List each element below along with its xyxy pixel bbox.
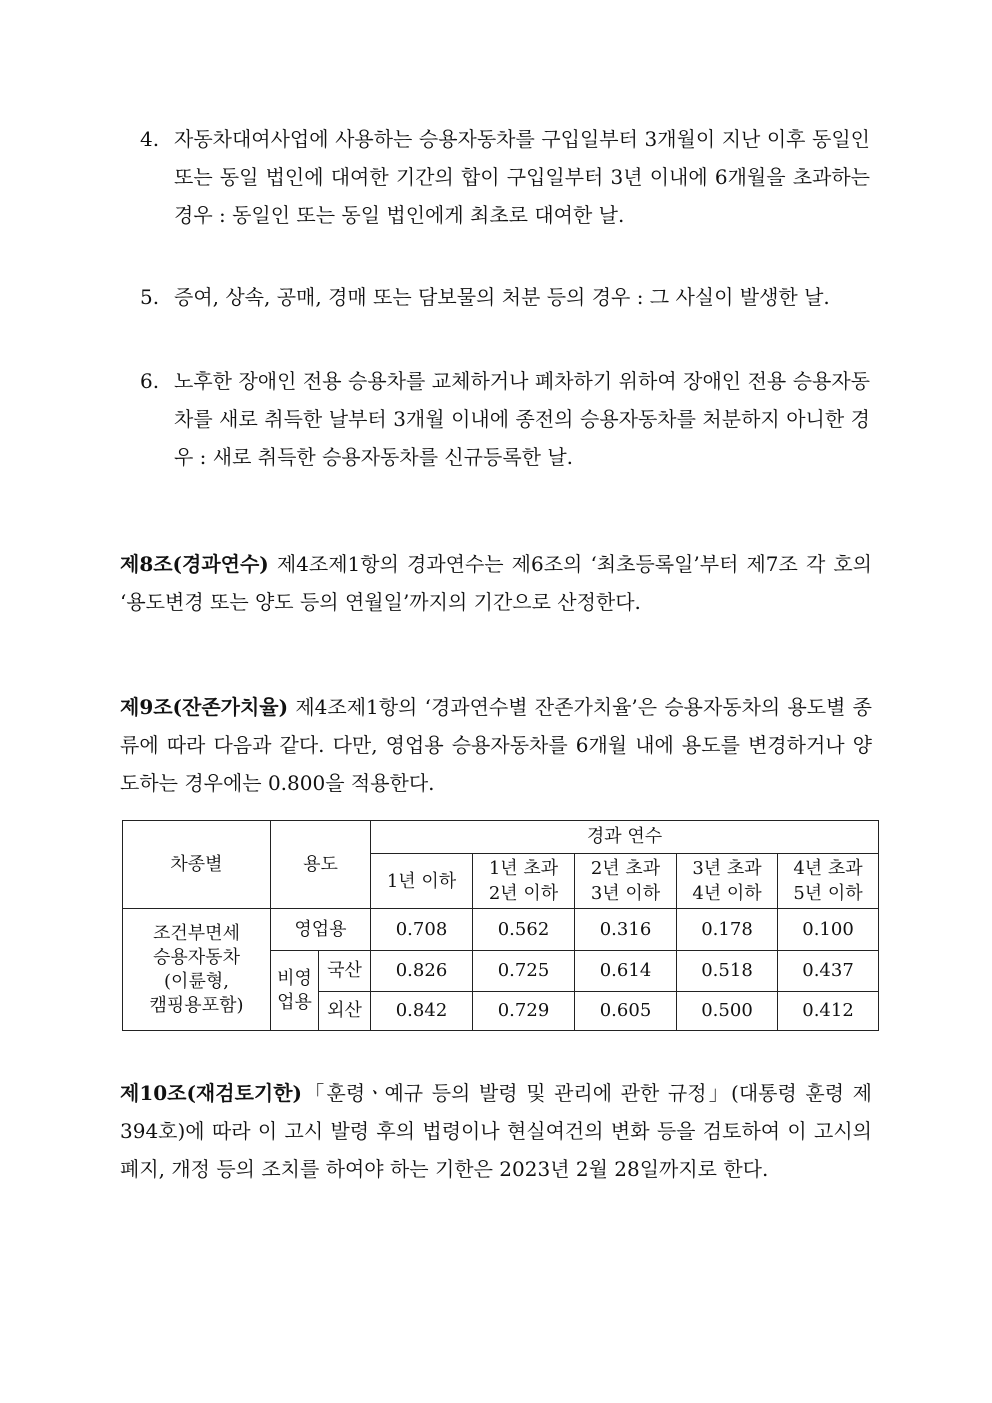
article-9 (120, 688, 872, 802)
list-item-4 (140, 120, 870, 234)
header-period: 1년 이하 (371, 854, 473, 909)
use-business: 영업용 (271, 909, 371, 951)
article-text: 제4조제1항의 경과연수는 제6조의 ‘최초등록일’부터 제7조 각 호의 ‘용도변경 또는 양도 등의 연월일’까지의 기간으로 산정한다. (120, 552, 872, 614)
residual-value-table (122, 820, 879, 1031)
article-text: 「훈령ㆍ예규 등의 발령 및 관리에 관한 규정」(대통령 훈령 제394호)에 따라 이 고시 발령 후의 법령이나 현실여건의 변화 등을 검토하여 이 고시의 폐지, 개정 등의 조치를 하여야 하는 기한은 2023년 2월 28일까지로 한다. (120, 1081, 872, 1181)
article-10 (120, 1074, 872, 1188)
value-cell: 0.412 (778, 992, 879, 1031)
value-cell: 0.562 (473, 909, 575, 951)
value-cell: 0.518 (677, 951, 778, 992)
item-number: 6. (140, 369, 160, 393)
header-period: 2년 초과 3년 이하 (575, 854, 677, 909)
item-number: 4. (140, 127, 160, 151)
value-cell: 0.605 (575, 992, 677, 1031)
article-heading: 제10조(재검토기한) (120, 1081, 302, 1105)
origin-foreign: 외산 (319, 992, 371, 1031)
value-cell: 0.842 (371, 992, 473, 1031)
origin-domestic: 국산 (319, 951, 371, 992)
header-elapsed-years: 경과 연수 (371, 821, 879, 854)
value-cell: 0.100 (778, 909, 879, 951)
header-period: 4년 초과 5년 이하 (778, 854, 879, 909)
article-8 (120, 545, 872, 621)
item-number: 5. (140, 285, 160, 309)
value-cell: 0.614 (575, 951, 677, 992)
article-heading: 제8조(경과연수) (120, 552, 269, 576)
item-text: 자동차대여사업에 사용하는 승용자동차를 구입일부터 3개월이 지난 이후 동일인 또는 동일 법인에 대여한 기간의 합이 구입일부터 3년 이내에 6개월을 초과하는 경우 : 동일인 또는 동일 법인에게 최초로 대여한 날. (174, 127, 870, 227)
article-heading: 제9조(잔존가치율) (120, 695, 289, 719)
value-cell: 0.725 (473, 951, 575, 992)
value-cell: 0.826 (371, 951, 473, 992)
value-cell: 0.178 (677, 909, 778, 951)
list-item-6 (140, 362, 870, 476)
value-cell: 0.437 (778, 951, 879, 992)
header-period: 1년 초과 2년 이하 (473, 854, 575, 909)
list-item-5 (140, 278, 870, 316)
header-vehicle-type: 차종별 (123, 821, 271, 909)
value-cell: 0.316 (575, 909, 677, 951)
item-text: 증여, 상속, 공매, 경매 또는 담보물의 처분 등의 경우 : 그 사실이 발생한 날. (174, 285, 830, 309)
use-non-business: 비영 업용 (271, 951, 319, 1031)
vehicle-type-cell: 조건부면세 승용자동차 (이륜형, 캠핑용포함) (123, 909, 271, 1031)
header-use: 용도 (271, 821, 371, 909)
value-cell: 0.500 (677, 992, 778, 1031)
header-period: 3년 초과 4년 이하 (677, 854, 778, 909)
value-cell: 0.729 (473, 992, 575, 1031)
value-cell: 0.708 (371, 909, 473, 951)
article-text: 제4조제1항의 ‘경과연수별 잔존가치율’은 승용자동차의 용도별 종류에 따라 다음과 같다. 다만, 영업용 승용자동차를 6개월 내에 용도를 변경하거나 양도하는 경우에는 0.800을 적용한다. (120, 695, 872, 795)
item-text: 노후한 장애인 전용 승용차를 교체하거나 폐차하기 위하여 장애인 전용 승용자동차를 새로 취득한 날부터 3개월 이내에 종전의 승용자동차를 처분하지 아니한 경우 : 새로 취득한 승용자동차를 신규등록한 날. (174, 369, 870, 469)
